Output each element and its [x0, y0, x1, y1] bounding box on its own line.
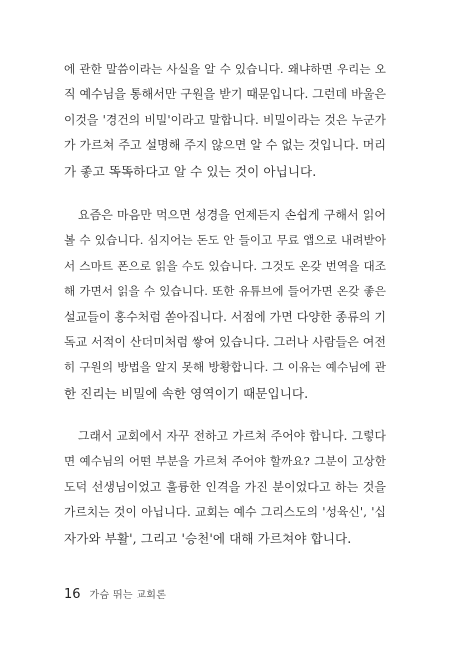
text-line: 볼 수 있습니다. 심지어는 돈도 안 들이고 무료 앱으로 내려받아 — [64, 233, 386, 248]
text-line: 가 가르쳐 주고 설명해 주지 않으면 알 수 없는 것입니다. 머리 — [64, 138, 386, 153]
text-line: 자가와 부활', 그리고 '승천'에 대해 가르쳐야 합니다. — [64, 530, 352, 546]
running-title: 가슴 뛰는 교회론 — [89, 590, 167, 601]
paragraph-1 — [64, 57, 386, 184]
paragraph-3 — [64, 424, 386, 551]
text-line: 독교 서적이 산더미처럼 쌓여 있습니다. 그러나 사람들은 여전 — [64, 334, 386, 349]
text-line: 에 관한 말씀이라는 사실을 알 수 있습니다. 왜냐하면 우리는 오 — [64, 62, 386, 76]
text-line: 설교들이 홍수처럼 쏟아집니다. 서점에 가면 다양한 종류의 기 — [64, 309, 386, 324]
text-line: 직 예수님을 통해서만 구원을 받기 때문입니다. 그런데 바울은 — [64, 87, 386, 102]
text-line: 해 가면서 읽을 수 있습니다. 또한 유튜브에 들어가면 온갖 좋은 — [64, 284, 386, 299]
text-line: 이것을 '경건의 비밀'이라고 말합니다. 비밀이라는 것은 누군가 — [64, 112, 386, 127]
page-number: 16 — [64, 587, 81, 602]
paragraph-2 — [64, 203, 386, 406]
text-line: 면 예수님의 어떤 부분을 가르쳐 주어야 할까요? 그분이 고상한 — [64, 454, 386, 469]
page-footer — [64, 586, 166, 606]
text-line: 도덕 선생님이었고 훌륭한 인격을 가진 분이었다고 하는 것을 — [64, 479, 386, 494]
text-line: 가 좋고 똑똑하다고 알 수 있는 것이 아닙니다. — [64, 163, 317, 179]
text-line: 요즘은 마음만 먹으면 성경을 언제든지 손쉽게 구해서 읽어 — [78, 208, 386, 222]
text-line: 히 구원의 방법을 알지 못해 방황합니다. 그 이유는 예수님에 관 — [64, 360, 386, 375]
text-line: 한 진리는 비밀에 속한 영역이기 때문입니다. — [64, 385, 309, 401]
text-line: 그래서 교회에서 자꾸 전하고 가르쳐 주어야 합니다. 그렇다 — [78, 429, 386, 443]
text-line: 서 스마트 폰으로 읽을 수도 있습니다. 그것도 온갖 번역을 대조 — [64, 258, 386, 273]
text-line: 가르치는 것이 아닙니다. 교회는 예수 그리스도의 '성육신', '십 — [64, 505, 386, 520]
